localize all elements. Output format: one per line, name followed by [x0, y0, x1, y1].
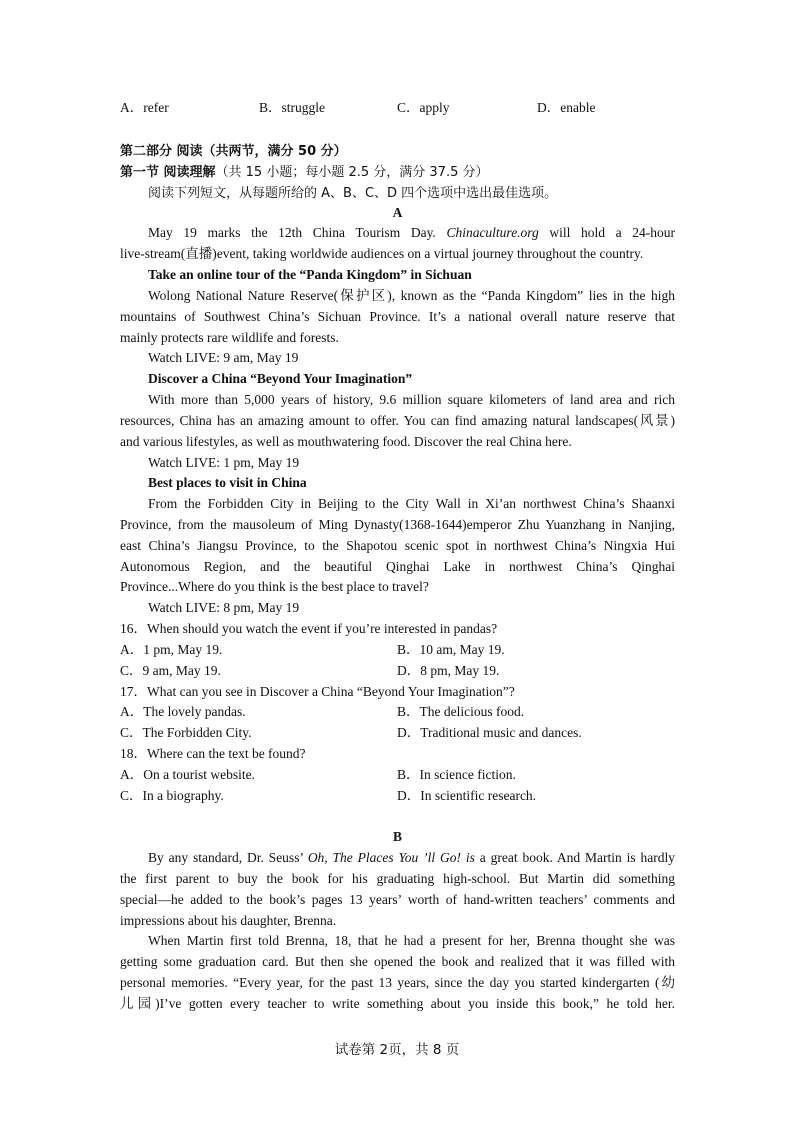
q17-option-a: A．The lovely pandas. [120, 704, 246, 719]
paragraph-line: Wolong National Nature Reserve(保护区), known as the “Panda Kingdom” lies in the high [148, 288, 675, 303]
q18-option-d: D．In scientific research. [397, 788, 537, 803]
paragraph-line: resources, China has an amazing amount to offer. You can find amazing natural landscapes(风景) [120, 413, 675, 428]
section-heading [120, 161, 489, 180]
q15-option-b: B．struggle [259, 100, 325, 115]
paragraph-line: Autonomous Region, and the beautiful Qinghai Lake in northwest China’s Qinghai [120, 559, 675, 574]
watch-live-time: Watch LIVE: 9 am, May 19 [148, 350, 299, 365]
q17-option-b: B．The delicious food. [397, 704, 525, 719]
watch-live-time: Watch LIVE: 1 pm, May 19 [148, 455, 300, 470]
q17-option-c: C．The Forbidden City. [120, 725, 252, 740]
q16-option-c: C．9 am, May 19. [120, 663, 221, 678]
q16-option-b: B．10 am, May 19. [397, 642, 505, 657]
q15-option-d: D．enable [537, 100, 596, 115]
q18-option-b: B．In science fiction. [397, 767, 516, 782]
subheading-best-places: Best places to visit in China [148, 475, 307, 490]
paragraph-line: With more than 5,000 years of history, 9.6 million square kilometers of land area and rich [148, 392, 675, 407]
paragraph-line: mountains of Southwest China’s Sichuan Province. It’s a national overall nature reserve that [120, 309, 675, 324]
q18-option-a: A．On a tourist website. [120, 767, 255, 782]
q16-option-d: D．8 pm, May 19. [397, 663, 500, 678]
paragraph-line: and various lifestyles, as well as mouthwatering food. Discover the real China here. [120, 434, 572, 449]
section-detail: （共 15 小题；每小题 2.5 分，满分 37.5 分） [215, 165, 489, 180]
paragraph-line: From the Forbidden City in Beijing to the City Wall in Xi’an northwest China’s Shaanxi [148, 496, 675, 511]
q18-option-c: C．In a biography. [120, 788, 224, 803]
paragraph-line: mainly protects rare wildlife and forests. [120, 330, 339, 345]
part-title: 第二部分 阅读（共两节，满分 50 分） [120, 144, 347, 159]
paragraph-line: east China’s Jiangsu Province, to the Shapotou scenic spot in northwest China’s Ningxia Hui [120, 538, 675, 553]
paragraph-line: impressions about his daughter, Brenna. [120, 913, 337, 928]
question-17-stem: 17．What can you see in Discover a China “Beyond Your Imagination”? [120, 684, 515, 699]
q17-option-d: D．Traditional music and dances. [397, 725, 582, 740]
passage-a-intro-line: live-stream(直播)event, taking worldwide audiences on a virtual journey throughout the country. [120, 246, 644, 261]
question-18-stem: 18．Where can the text be found? [120, 746, 306, 761]
instructions: 阅读下列短文，从每题所给的 A、B、C、D 四个选项中选出最佳选项。 [148, 186, 558, 201]
watch-live-time: Watch LIVE: 8 pm, May 19 [148, 600, 300, 615]
paragraph-line: special—he added to the book’s pages 13 years’ worth of hand-written teachers’ comments and [120, 892, 675, 907]
passage-a-label: A [392, 205, 403, 220]
book-title: Oh, The Places You ’ll Go! is [307, 850, 475, 865]
page-footer: 试卷第 2页，共 8 页 [334, 1042, 460, 1058]
paragraph-line: When Martin first told Brenna, 18, that he had a present for her, Brenna thought she was [148, 933, 675, 948]
paragraph-line: getting some graduation card. But then she opened the book and realized that it was filled with [120, 954, 675, 969]
subheading-discover: Discover a China “Beyond Your Imagination” [148, 371, 413, 386]
q16-option-a: A．1 pm, May 19. [120, 642, 223, 657]
subheading-panda: Take an online tour of the “Panda Kingdom” in Sichuan [148, 267, 472, 282]
question-16-stem: 16．When should you watch the event if you’re interested in pandas? [120, 621, 498, 636]
paragraph-line: Province, from the mausoleum of Ming Dynasty(1368-1644)emperor Zhu Yuanzhang in Nanjing, [120, 517, 675, 532]
paragraph-line: 儿园)I’ve gotten every teacher to write something about you inside this book,” he told her. [120, 996, 675, 1011]
paragraph-line: Province...Where do you think is the best place to travel? [120, 579, 429, 594]
paragraph-line: personal memories. “Every year, for the past 13 years, since the day you started kindergarten (幼 [120, 975, 675, 990]
paragraph-line: By any standard, Dr. Seuss’ Oh, The Places You ’ll Go! is a great book. And Martin is hardly [148, 850, 676, 865]
website-name: Chinaculture.org [446, 225, 539, 240]
q15-option-c: C．apply [397, 100, 450, 115]
section-label: 第一节 阅读理解 [120, 165, 216, 180]
paragraph-line: the first parent to buy the book for his graduating high-school. But Martin did something [120, 871, 675, 886]
passage-b-label: B [392, 829, 402, 844]
passage-a-intro-line: May 19 marks the 12th China Tourism Day. Chinaculture.org will hold a 24-hour [148, 225, 675, 240]
q15-option-a: A．refer [120, 100, 169, 115]
